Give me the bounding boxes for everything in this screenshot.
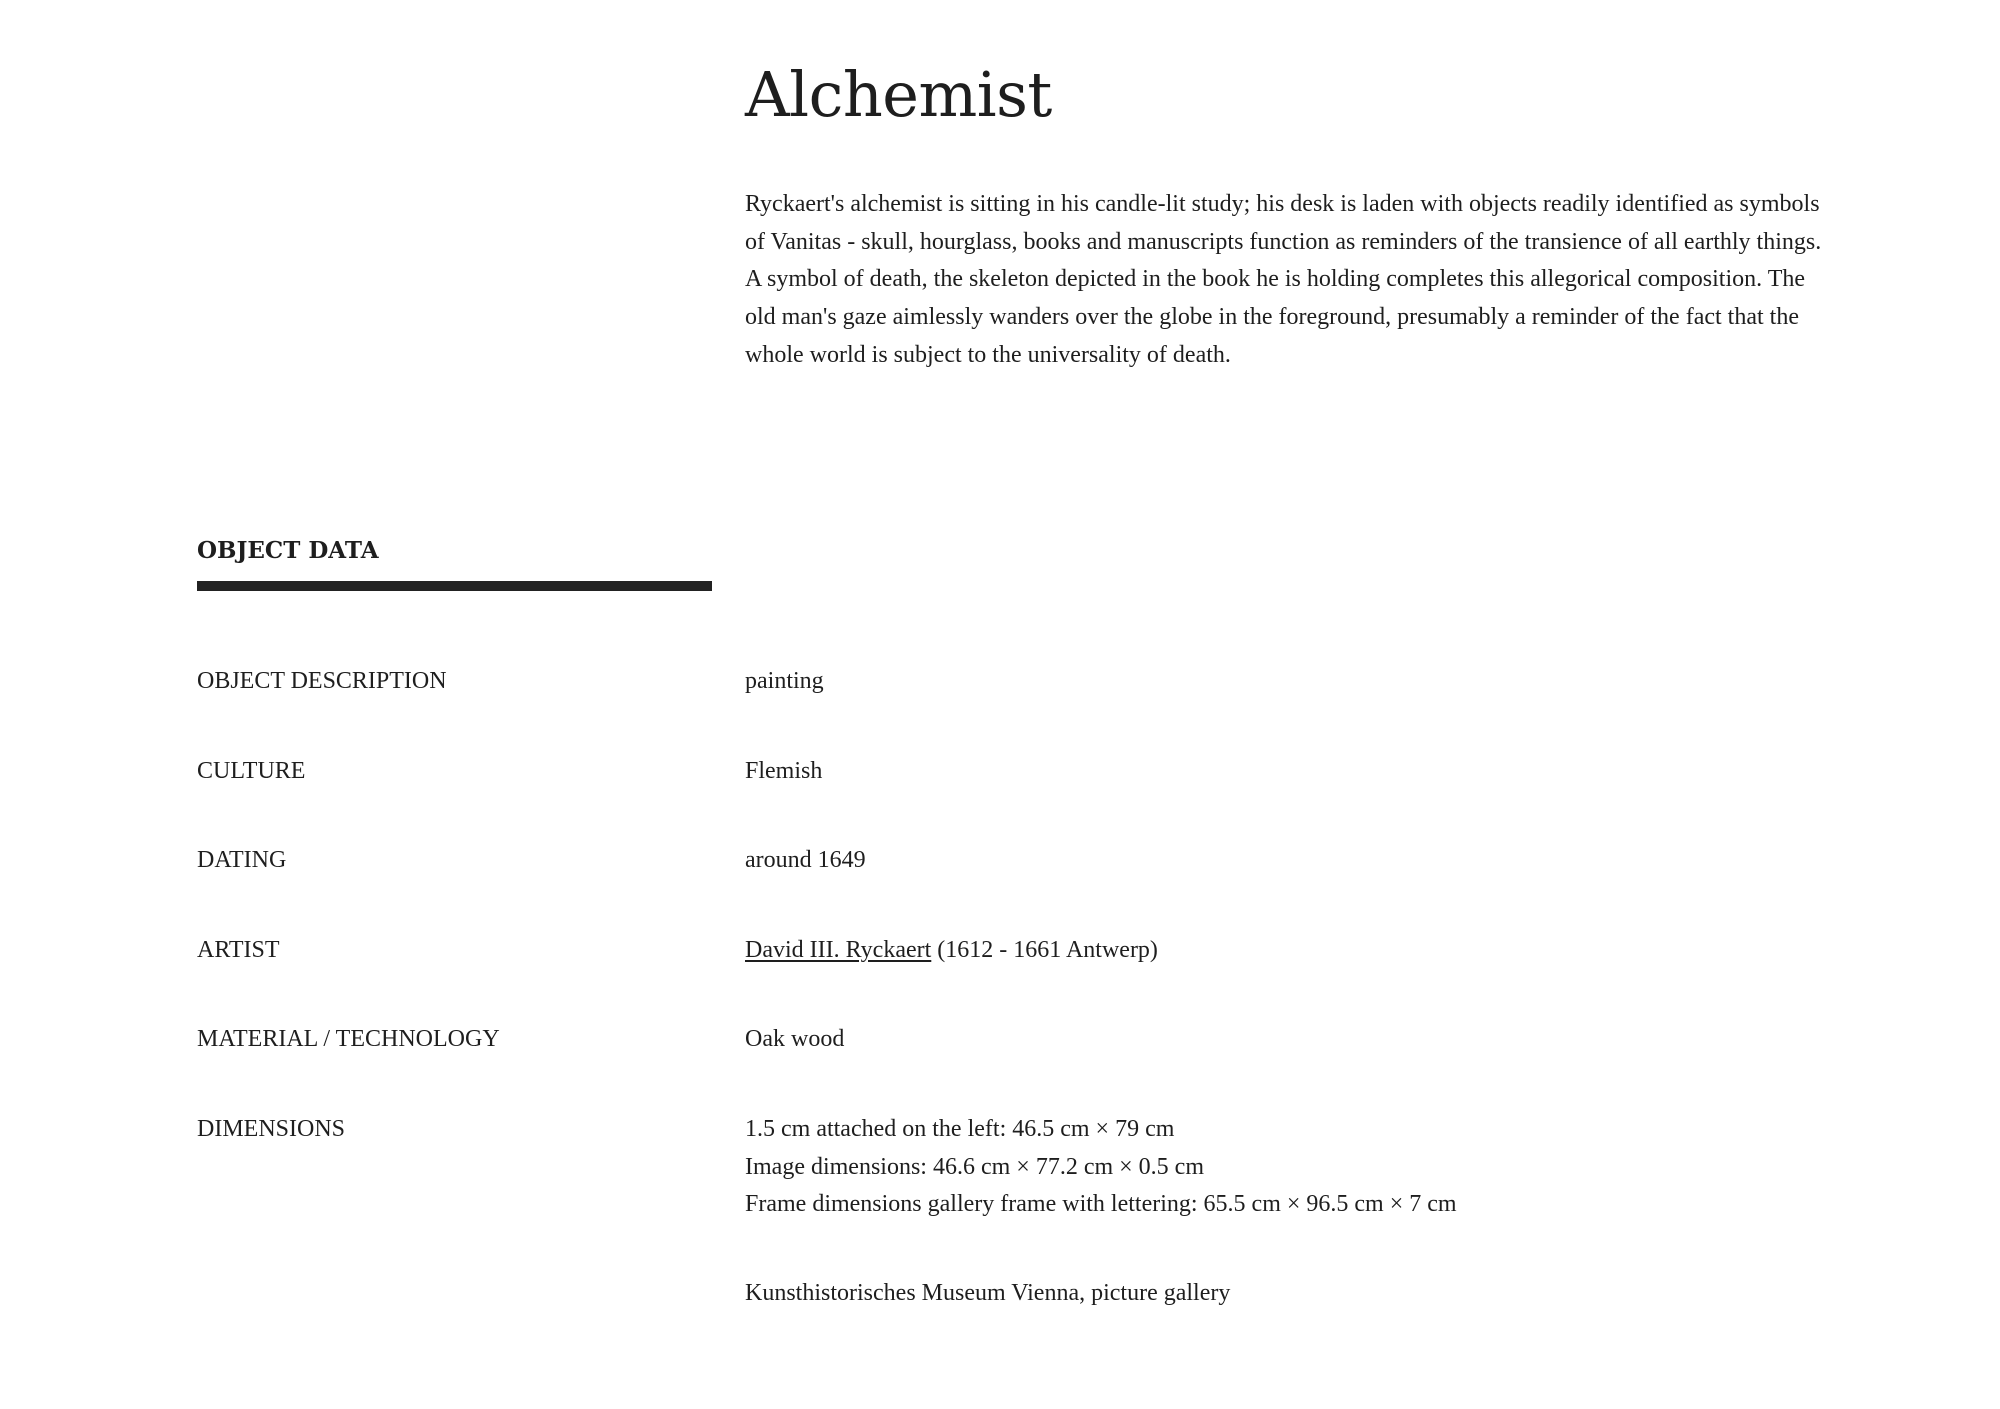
object-description-label: OBJECT DESCRIPTION	[197, 668, 447, 694]
material-technology-label: MATERIAL / TECHNOLOGY	[197, 1026, 500, 1052]
collection-value: Kunsthistorisches Museum Vienna, picture gallery	[745, 1280, 1231, 1306]
artist-link[interactable]: David III. Ryckaert	[745, 937, 932, 963]
page-title: Alchemist	[745, 58, 1052, 131]
dimensions-value	[745, 1111, 1457, 1224]
dimensions-label: DIMENSIONS	[197, 1116, 346, 1142]
artist-value	[745, 932, 1158, 970]
dimensions-line: 1.5 cm attached on the left: 46.5 cm × 79 cm	[745, 1116, 1175, 1142]
object-data-heading: OBJECT DATA	[197, 537, 379, 564]
culture-label: CULTURE	[197, 758, 306, 784]
artist-lifespan: (1612 - 1661 Antwerp)	[931, 937, 1158, 963]
dimensions-line: Frame dimensions gallery frame with lettering: 65.5 cm × 96.5 cm × 7 cm	[745, 1191, 1457, 1218]
dating-label: DATING	[197, 847, 287, 873]
culture-value: Flemish	[745, 758, 823, 784]
material-technology-value: Oak wood	[745, 1026, 845, 1052]
dimensions-line: Image dimensions: 46.6 cm × 77.2 cm × 0.5 cm	[745, 1153, 1204, 1180]
object-data-underline	[197, 581, 712, 591]
artist-label: ARTIST	[197, 937, 280, 963]
dating-value: around 1649	[745, 847, 866, 873]
artwork-description: Ryckaert's alchemist is sitting in his candle-lit study; his desk is laden with objects readily identified as symbols of Vanitas - skull, hourglass, books and manuscripts function as reminders of the transience of all earthly things. A symbol of death, the skeleton depicted in the book he is holding completes this allegorical composition. The old man's gaze aimlessly wanders over the globe in the foreground, presumably a reminder of the fact that the whole world is subject to the universality of death.	[745, 191, 1822, 368]
object-description-value: painting	[745, 668, 824, 694]
